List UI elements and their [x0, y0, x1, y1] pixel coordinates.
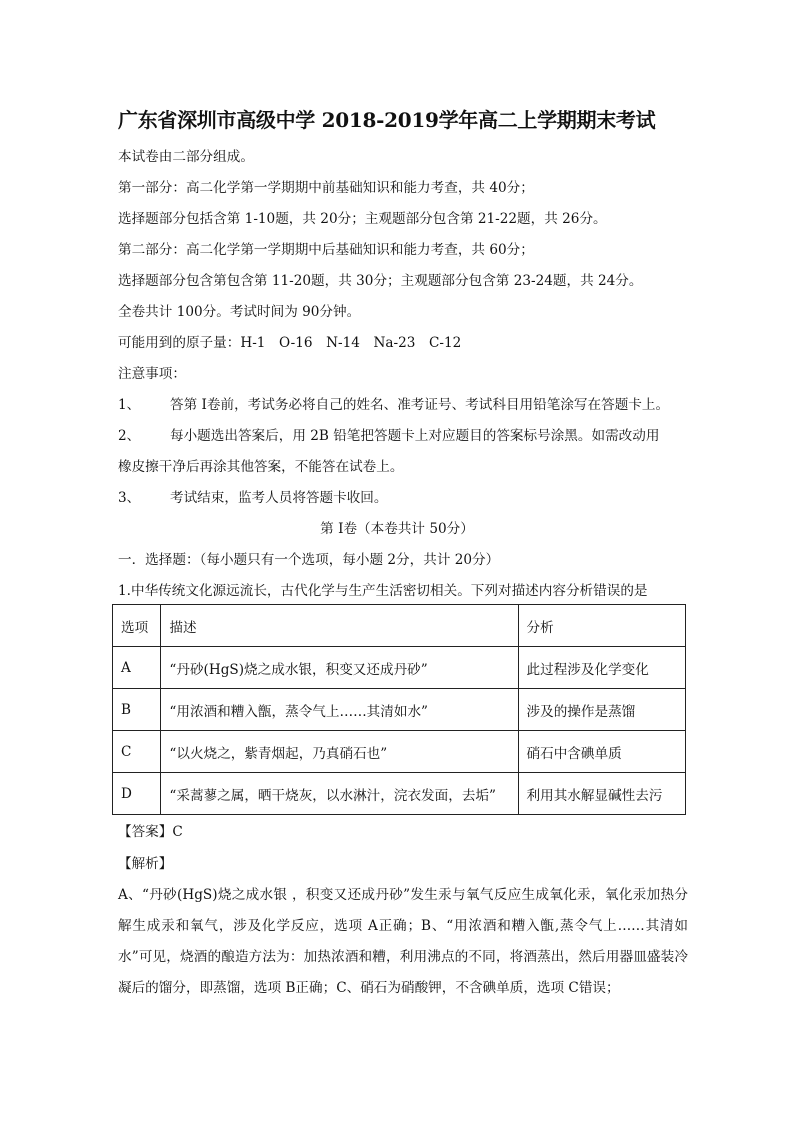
table-row: [113, 731, 686, 773]
options-table: [112, 604, 686, 815]
table-cell: 利用其水解显碱性去污: [518, 773, 685, 815]
table-cell: “用浓酒和糟入甑，蒸令气上……其清如水”: [161, 689, 518, 731]
intro-line: 本试卷由二部分组成。: [118, 149, 254, 165]
note-text: 答第 I卷前，考试务必将自己的姓名、准考证号、考试科目用铅笔涂写在答题卡上。: [170, 397, 670, 413]
intro-line: 全卷共计 100分。考试时间为 90分钟。: [118, 304, 361, 320]
note-text: 考试结束，监考人员将答题卡收回。: [170, 490, 388, 506]
table-cell: B: [113, 689, 161, 731]
table-row: [113, 647, 686, 689]
table-row: [113, 773, 686, 815]
table-cell: “丹砂(HgS)烧之成水银，积变又还成丹砂”: [161, 647, 518, 689]
note-text: 每小题选出答案后，用 2B 铅笔把答题卡上对应题目的答案标号涂黑。如需改动用: [170, 428, 660, 444]
section-heading: 一．选择题：（每小题只有一个选项，每小题 2分，共计 20分）: [118, 552, 500, 568]
table-row: [113, 689, 686, 731]
table-cell: “以火烧之，紫青烟起，乃真硝石也”: [161, 731, 518, 773]
table-header-row: [113, 605, 686, 647]
table-cell: “采蒿蓼之属，晒干烧灰，以水淋汁，浣衣发面，去垢”: [161, 773, 518, 815]
note-number: 3、: [118, 490, 141, 506]
note-number: 1、: [118, 397, 141, 413]
table-header-cell: 分析: [518, 605, 685, 647]
table-cell: C: [113, 731, 161, 773]
table-cell: D: [113, 773, 161, 815]
notes-heading: 注意事项：: [118, 366, 186, 382]
note-text-continued: 橡皮擦干净后再涂其他答案，不能答在试卷上。: [118, 459, 404, 475]
table-header-cell: 选项: [113, 605, 161, 647]
intro-line: 选择题部分包括含第 1-10题，共 20分；主观题部分包含第 21-22题，共 26分。: [118, 211, 607, 227]
answer-line: 【答案】C: [118, 824, 183, 840]
intro-line: 第一部分：高二化学第一学期期中前基础知识和能力考查，共 40分；: [118, 180, 534, 196]
intro-line: 第二部分：高二化学第一学期期中后基础知识和能力考查，共 60分；: [118, 242, 534, 258]
question-text: 1.中华传统文化源远流长，古代化学与生产生活密切相关。下列对描述内容分析错误的是: [118, 583, 648, 599]
analysis-heading: 【解析】: [118, 856, 173, 872]
analysis-paragraph: A、“丹砂(HgS)烧之成水银 ，积变又还成丹砂”发生汞与氧气反应生成氧化汞，氧化汞加热分解生成汞和氧气，涉及化学反应，选项 A正确；B、“用浓酒和糟入甑,蒸令气上……其清如水”可见，烧酒的酿造方法为：加热浓酒和糟，利用沸点的不同，将酒蒸出，然后用器皿盛装冷凝后的馏分，即蒸馏，选项 B正确；C、硝石为硝酸钾，不含碘单质，选项 C错误；: [118, 887, 688, 996]
intro-line: 选择题部分包含第包含第 11-20题，共 30分；主观题部分包含第 23-24题，共 24分。: [118, 273, 643, 289]
note-number: 2、: [118, 428, 141, 444]
table-cell: 涉及的操作是蒸馏: [518, 689, 685, 731]
table-header-cell: 描述: [161, 605, 518, 647]
table-cell: 此过程涉及化学变化: [518, 647, 685, 689]
table-cell: 硝石中含碘单质: [518, 731, 685, 773]
atomic-mass-line: 可能用到的原子量：H-1 O-16 N-14 Na-23 C-12: [118, 335, 462, 351]
part-heading: 第 I卷（本卷共计 50分）: [320, 521, 474, 537]
document-title: 广东省深圳市高级中学 2018-2019学年高二上学期期末考试: [118, 108, 656, 132]
table-cell: A: [113, 647, 161, 689]
